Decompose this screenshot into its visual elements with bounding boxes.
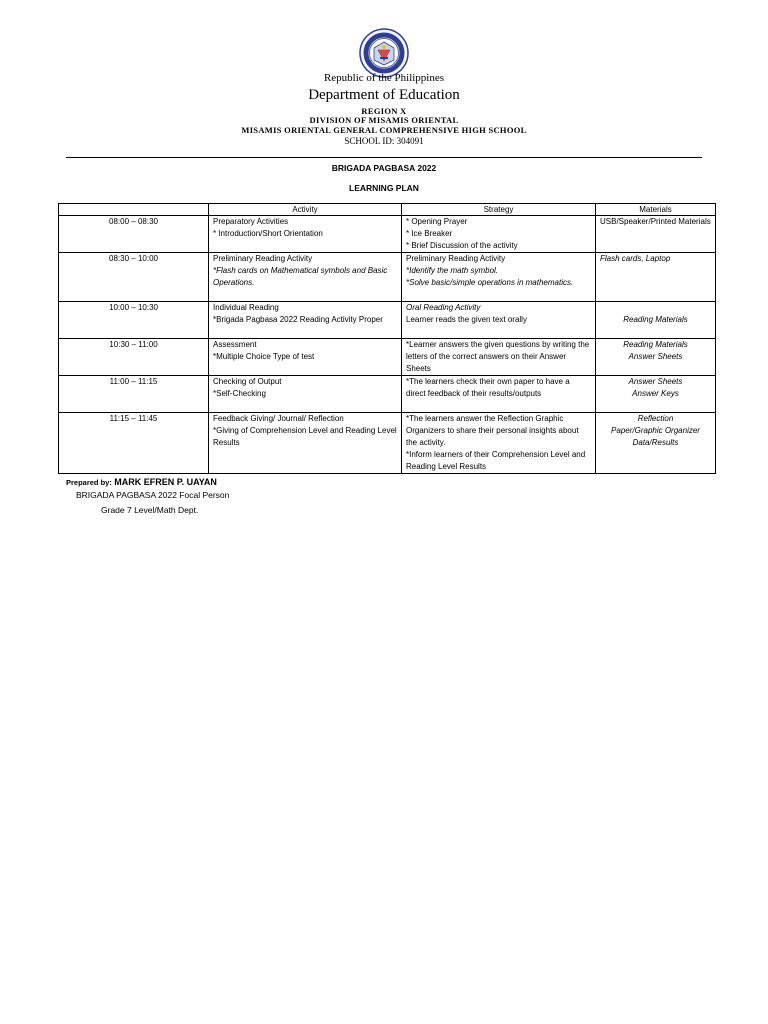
strategy-line: *Learner answers the given questions by writing the letters of the correct answers on their Answer Sheets xyxy=(406,340,590,373)
strategy-line: *Identify the math symbol. xyxy=(406,266,499,275)
activity-line: Checking of Output xyxy=(213,377,282,386)
prepared-label: Prepared by: xyxy=(66,478,112,487)
time-cell: 11:15 – 11:45 xyxy=(59,413,209,474)
school-name: MISAMIS ORIENTAL GENERAL COMPREHENSIVE HIGH SCHOOL xyxy=(241,125,527,135)
activity-line: Individual Reading xyxy=(213,303,279,312)
table-row xyxy=(59,413,716,474)
table-row xyxy=(59,339,716,376)
strategy-cell xyxy=(402,413,596,474)
activity-line: Preparatory Activities xyxy=(213,217,289,226)
department-name: Department of Education xyxy=(308,87,460,103)
strategy-line: * Opening Prayer xyxy=(406,217,468,226)
strategy-cell xyxy=(402,216,596,253)
materials-line: Data/Results xyxy=(632,438,679,447)
preparer-name: MARK EFREN P. UAYAN xyxy=(114,477,217,487)
strategy-cell xyxy=(402,339,596,376)
learning-plan-table xyxy=(58,203,716,474)
activity-cell xyxy=(209,376,402,413)
preparer-department: Grade 7 Level/Math Dept. xyxy=(101,505,199,515)
division-line: DIVISION OF MISAMIS ORIENTAL xyxy=(309,115,459,125)
document-title: BRIGADA PAGBASA 2022 xyxy=(331,163,437,173)
strategy-line: * Ice Breaker xyxy=(406,229,453,238)
activity-line: *Flash cards on Mathematical symbols and Basic Operations. xyxy=(213,266,388,287)
table-row xyxy=(59,302,716,339)
materials-line: Reading Materials xyxy=(623,340,688,349)
materials-line: USB/Speaker/Printed Materials xyxy=(600,217,711,226)
activity-line: Preliminary Reading Activity xyxy=(213,254,313,263)
school-id: SCHOOL ID: 304091 xyxy=(344,136,424,146)
materials-cell xyxy=(596,339,716,376)
table-header-row xyxy=(59,204,716,216)
republic-line: Republic of the Philippines xyxy=(323,72,445,84)
materials-line: Flash cards, Laptop xyxy=(600,254,671,263)
strategy-cell xyxy=(402,253,596,302)
activity-line: Feedback Giving/ Journal/ Reflection xyxy=(213,414,344,423)
column-header-activity: Activity xyxy=(209,204,402,216)
strategy-line: Oral Reading Activity xyxy=(406,303,481,312)
table-row xyxy=(59,253,716,302)
activity-line: *Giving of Comprehension Level and Reading Level Results xyxy=(213,426,397,447)
column-header-time xyxy=(59,204,209,216)
strategy-cell xyxy=(402,302,596,339)
materials-line: Reading Materials xyxy=(623,315,688,324)
materials-line: Reflection xyxy=(637,414,674,423)
time-cell: 08:00 – 08:30 xyxy=(59,216,209,253)
strategy-line: Preliminary Reading Activity xyxy=(406,254,506,263)
table-row xyxy=(59,216,716,253)
strategy-line: *The learners check their own paper to have a direct feedback of their results/outputs xyxy=(406,377,570,398)
strategy-line: *Solve basic/simple operations in mathematics. xyxy=(406,278,574,287)
strategy-line: *The learners answer the Reflection Graphic Organizers to share their personal insights about the activity. xyxy=(406,414,579,447)
column-header-strategy: Strategy xyxy=(402,204,596,216)
activity-line: * Introduction/Short Orientation xyxy=(213,229,323,238)
activity-cell xyxy=(209,413,402,474)
materials-cell xyxy=(596,302,716,339)
activity-cell xyxy=(209,253,402,302)
time-cell: 11:00 – 11:15 xyxy=(59,376,209,413)
materials-line: Answer Sheets xyxy=(628,352,683,361)
activity-line: *Multiple Choice Type of test xyxy=(213,352,315,361)
activity-cell xyxy=(209,302,402,339)
strategy-line: Learner reads the given text orally xyxy=(406,315,527,324)
activity-line: Assessment xyxy=(213,340,257,349)
header-divider xyxy=(66,157,702,158)
strategy-line: * Brief Discussion of the activity xyxy=(406,241,518,250)
materials-cell xyxy=(596,216,716,253)
activity-line: *Brigada Pagbasa 2022 Reading Activity Proper xyxy=(213,315,383,324)
document-subtitle: LEARNING PLAN xyxy=(349,183,419,193)
column-header-materials: Materials xyxy=(596,204,716,216)
activity-cell xyxy=(209,339,402,376)
preparer-role: BRIGADA PAGBASA 2022 Focal Person xyxy=(76,490,230,500)
materials-line: Answer Sheets xyxy=(628,377,683,386)
region-line: REGION X xyxy=(361,106,407,116)
strategy-cell xyxy=(402,376,596,413)
time-cell: 10:00 – 10:30 xyxy=(59,302,209,339)
materials-line: Paper/Graphic Organizer xyxy=(611,426,700,435)
time-cell: 10:30 – 11:00 xyxy=(59,339,209,376)
time-cell: 08:30 – 10:00 xyxy=(59,253,209,302)
materials-cell xyxy=(596,413,716,474)
materials-line: Answer Keys xyxy=(632,389,679,398)
activity-cell xyxy=(209,216,402,253)
table-row xyxy=(59,376,716,413)
materials-cell xyxy=(596,376,716,413)
deped-seal-logo xyxy=(359,28,409,78)
materials-cell xyxy=(596,253,716,302)
activity-line: *Self-Checking xyxy=(213,389,266,398)
strategy-line: *Inform learners of their Comprehension Level and Reading Level Results xyxy=(406,450,586,471)
prepared-by xyxy=(66,477,217,487)
